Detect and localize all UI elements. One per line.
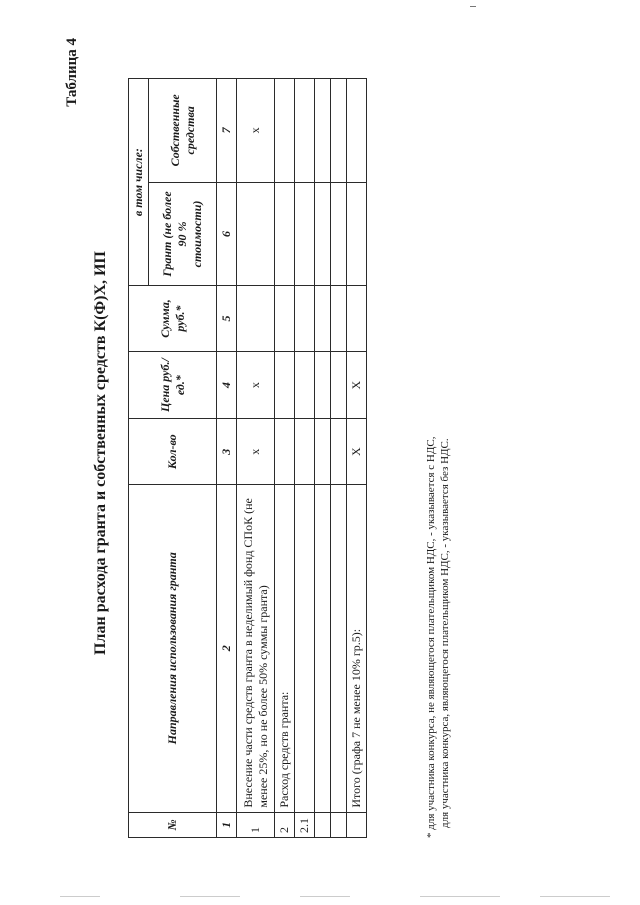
row-qty: x: [237, 418, 275, 484]
row-no: [331, 812, 347, 837]
total-sum: [347, 285, 367, 351]
header-grant: Грант (не более 90 % стоимости): [149, 182, 217, 286]
row-qty: [275, 418, 295, 484]
row-grant: [295, 182, 315, 286]
total-own: [347, 78, 367, 182]
table-label: Таблица 4: [64, 37, 80, 107]
row-direction: [295, 484, 315, 812]
total-no: [347, 812, 367, 837]
total-row: [347, 78, 367, 837]
grant-expense-table: [128, 78, 367, 838]
row-price: [315, 351, 331, 419]
row-own: [275, 78, 295, 182]
row-no: 2.1: [295, 812, 315, 837]
table-row: [331, 78, 347, 837]
table-row: [295, 78, 315, 837]
total-grant: [347, 182, 367, 286]
header-own: Собственные средства: [149, 78, 217, 182]
header-including: в том числе:: [129, 78, 149, 285]
row-own: [295, 78, 315, 182]
row-price: x: [237, 351, 275, 419]
col-number: 3: [217, 418, 237, 484]
row-no: 1: [237, 812, 275, 837]
row-qty: [331, 418, 347, 484]
header-no: №: [129, 812, 217, 837]
scan-speck: [470, 6, 476, 7]
table-row: [237, 78, 275, 837]
footnote-line: для участника конкурса, являющегося плательщиком НДС, - указывается без НДС.: [439, 437, 451, 828]
rotated-document-page: [40, 28, 600, 878]
row-direction: Расход средств гранта:: [275, 484, 295, 812]
row-grant: [275, 182, 295, 286]
row-qty: [295, 418, 315, 484]
row-no: [315, 812, 331, 837]
table-row: [275, 78, 295, 837]
col-number: 6: [217, 182, 237, 286]
col-number: 7: [217, 78, 237, 182]
total-label: Итого (графа 7 не менее 10% гр.5):: [347, 484, 367, 812]
row-sum: [295, 285, 315, 351]
row-qty: [315, 418, 331, 484]
row-price: [331, 351, 347, 419]
total-qty: X: [347, 418, 367, 484]
row-direction: [331, 484, 347, 812]
row-own: x: [237, 78, 275, 182]
document-title: План расхода гранта и собственных средств К(Ф)Х, ИП: [92, 250, 109, 655]
row-sum: [315, 285, 331, 351]
scan-speck: [300, 896, 350, 897]
scan-speck: [60, 896, 100, 897]
row-price: [295, 351, 315, 419]
header-price: Цена руб./ед.*: [129, 351, 217, 419]
col-number: 2: [217, 484, 237, 812]
row-no: 2: [275, 812, 295, 837]
row-grant: [315, 182, 331, 286]
col-number: 5: [217, 285, 237, 351]
scan-speck: [540, 896, 610, 897]
row-sum: [237, 285, 275, 351]
col-number: 4: [217, 351, 237, 419]
row-own: [331, 78, 347, 182]
total-price: X: [347, 351, 367, 419]
header-sum: Сумма, руб.*: [129, 285, 217, 351]
row-sum: [275, 285, 295, 351]
scan-speck: [420, 896, 500, 897]
col-number: 1: [217, 812, 237, 837]
row-price: [275, 351, 295, 419]
row-grant: [331, 182, 347, 286]
header-qty: Кол-во: [129, 418, 217, 484]
row-sum: [331, 285, 347, 351]
row-direction: [315, 484, 331, 812]
scan-speck: [180, 896, 240, 897]
footnotes: [424, 436, 452, 837]
footnote-line: * для участника конкурса, не являющегося плательщиком НДС, - указывается с НДС,: [425, 436, 437, 838]
row-grant: [237, 182, 275, 286]
table-row: [315, 78, 331, 837]
header-direction: Направления использования гранта: [129, 484, 217, 812]
row-own: [315, 78, 331, 182]
row-direction: Внесение части средств гранта в неделимый фонд СПоК (не менее 25%, но не более 50% суммы гранта): [237, 484, 275, 812]
